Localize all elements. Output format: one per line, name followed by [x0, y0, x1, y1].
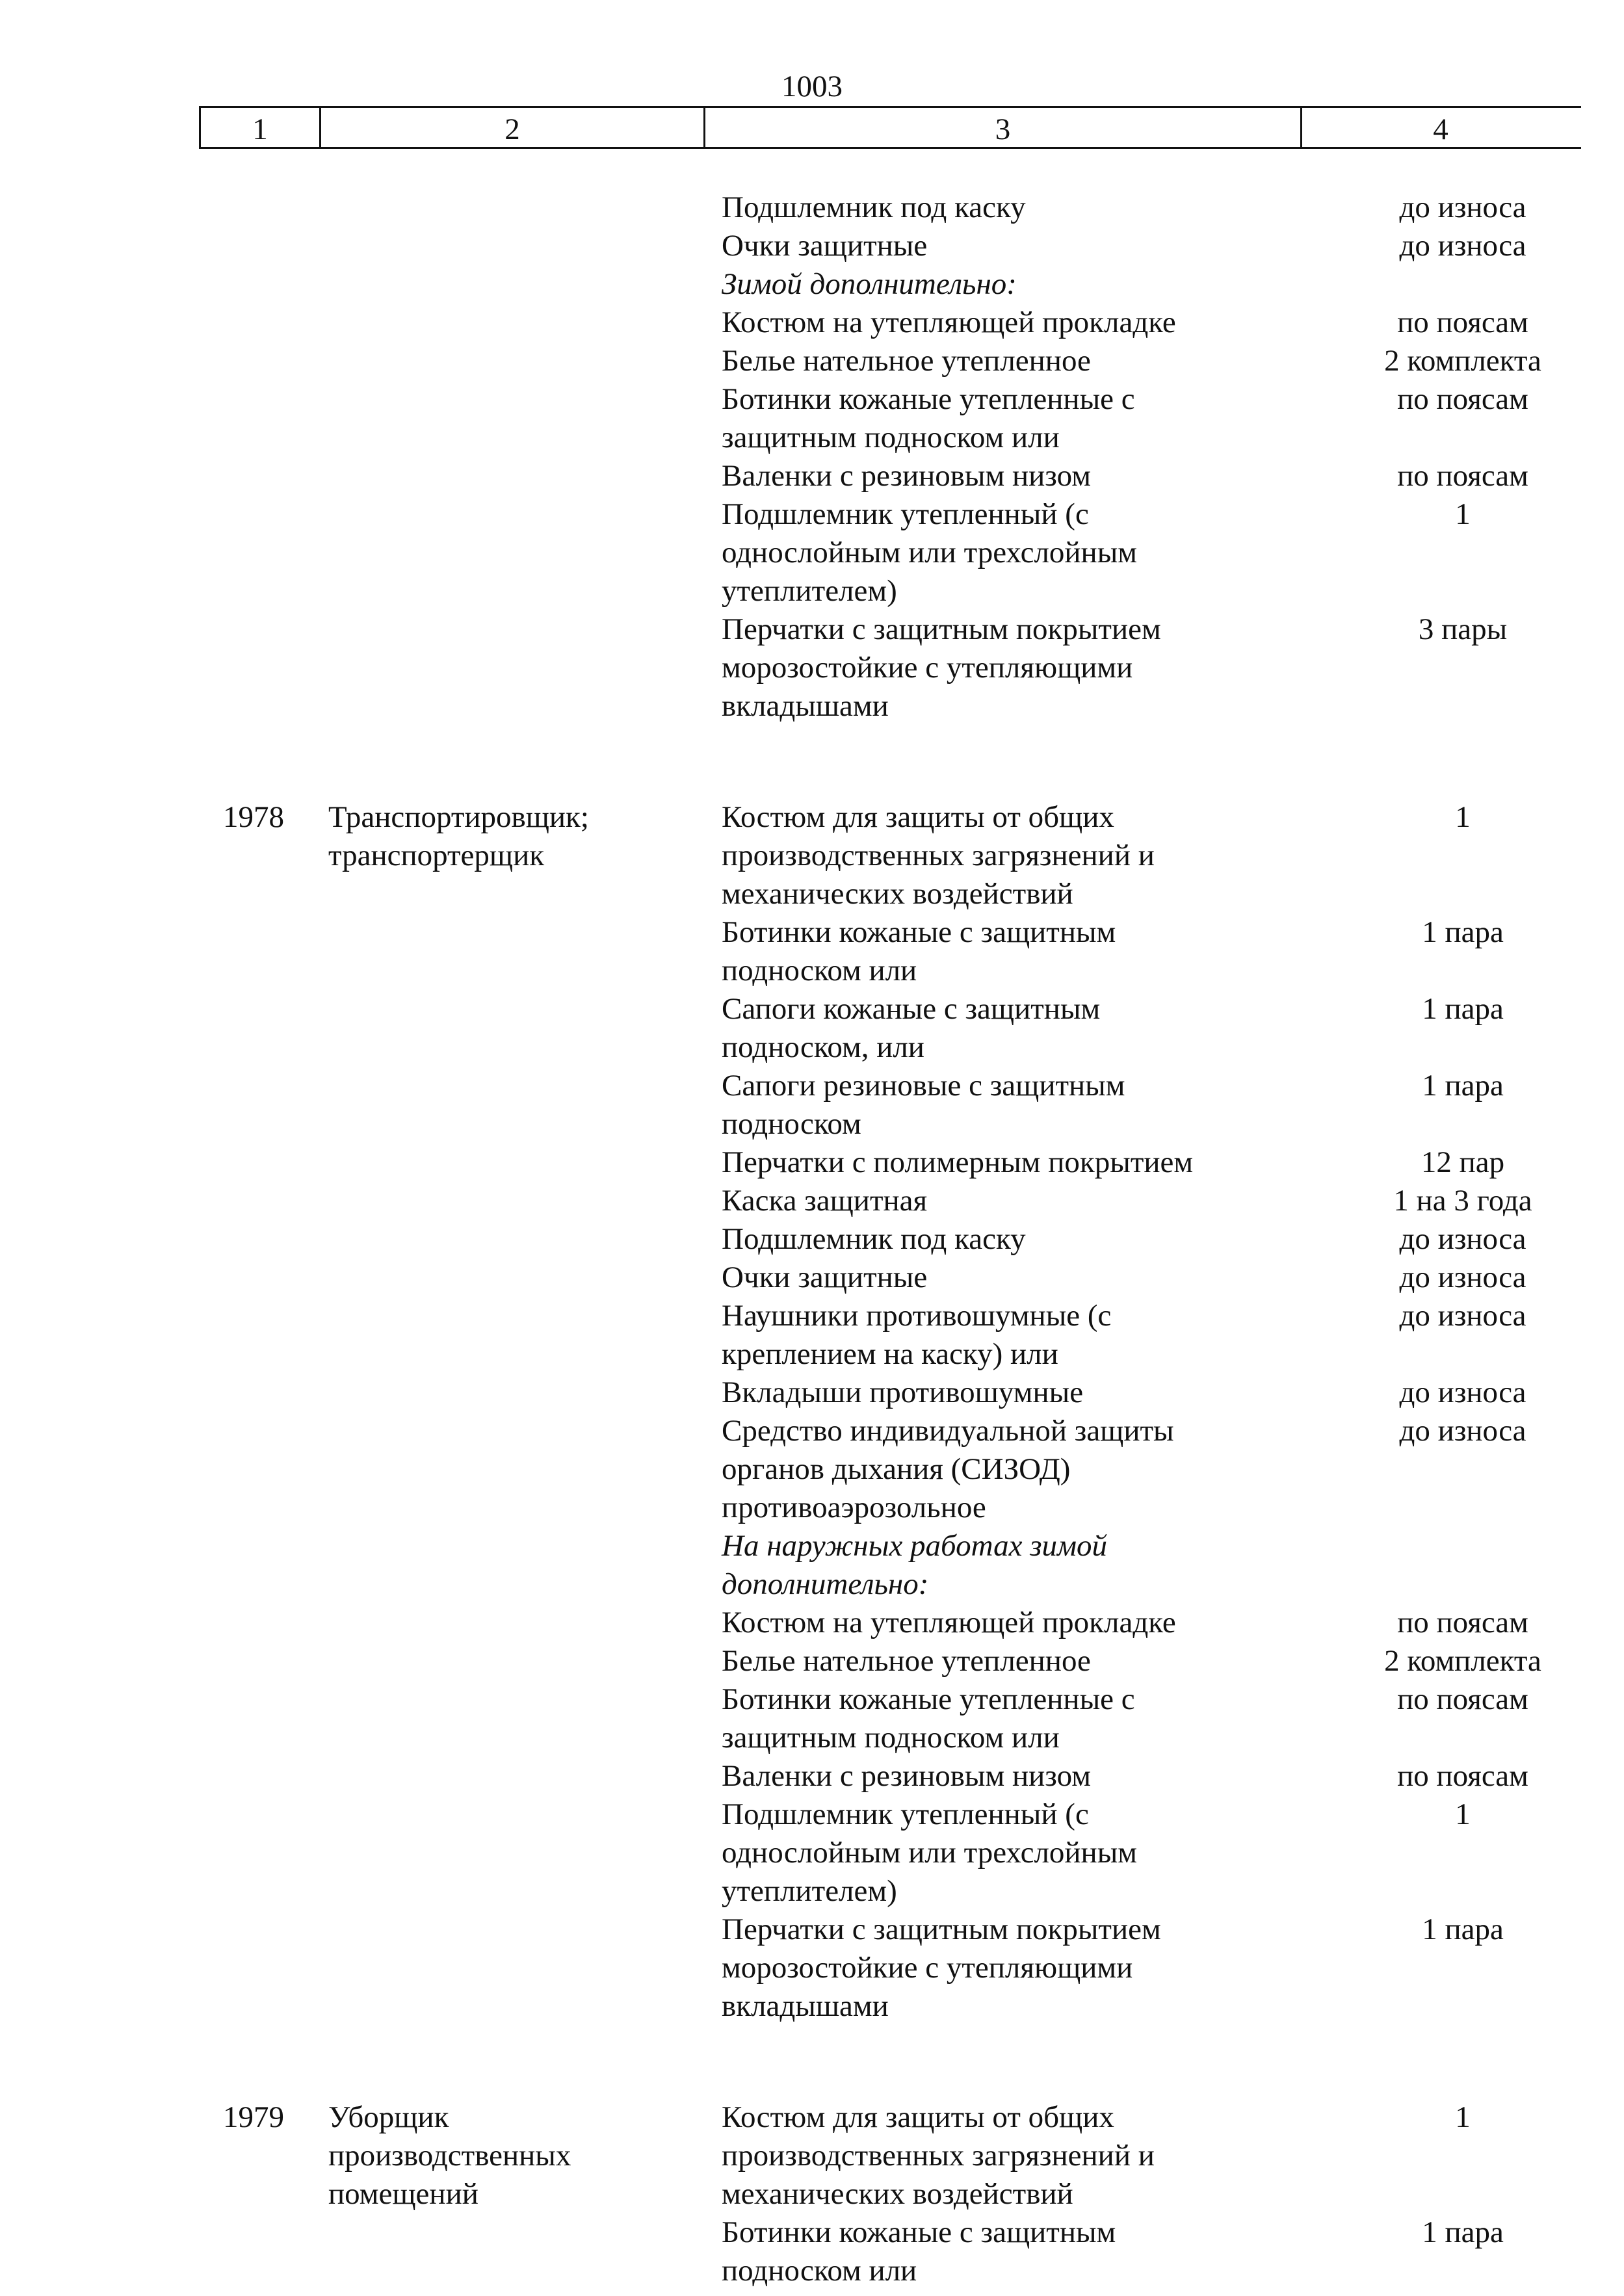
header-col-2: 2: [321, 108, 705, 147]
item-norm: до износа: [1399, 1376, 1526, 1409]
item-name-line: Каска защитная: [722, 1184, 928, 1218]
item-norm: 12 пар: [1421, 1145, 1505, 1179]
item-name-line: противоаэрозольное: [722, 1491, 986, 1524]
item-name-line: защитным подноском или: [722, 1721, 1060, 1755]
item-name-line: механических воздействий: [722, 2177, 1073, 2211]
item-norm: до износа: [1399, 1414, 1526, 1448]
item-name-line: Подшлемник под каску: [722, 190, 1026, 224]
item-norm: 1 пара: [1422, 2215, 1504, 2249]
item-name-line: органов дыхания (СИЗОД): [722, 1452, 1071, 1486]
item-name-line: Перчатки с защитным покрытием: [722, 1912, 1161, 1946]
items-column: [722, 2098, 1274, 2290]
item-norm: до износа: [1399, 229, 1526, 263]
profession-title-line: производственных: [328, 2139, 571, 2172]
item-name-line: Валенки с резиновым низом: [722, 1759, 1091, 1793]
item-name-line: Костюм на утепляющей прокладке: [722, 306, 1176, 339]
section-note: дополнительно:: [722, 1567, 929, 1601]
item-name-line: защитным подноском или: [722, 421, 1060, 454]
item-norm: 1 пара: [1422, 992, 1504, 1026]
item-norm: по поясам: [1397, 1682, 1528, 1716]
item-name-line: производственных загрязнений и: [722, 839, 1155, 872]
item-norm: по поясам: [1397, 1606, 1528, 1639]
item-name-line: подноском или: [722, 954, 917, 987]
item-name-line: Сапоги кожаные с защитным: [722, 992, 1101, 1026]
profession-title-line: транспортерщик: [328, 839, 545, 872]
item-name-line: однослойным или трехслойным: [722, 1836, 1138, 1870]
item-norm: по поясам: [1397, 1759, 1528, 1793]
profession-title-line: помещений: [328, 2177, 478, 2211]
item-norm: 2 комплекта: [1384, 1644, 1541, 1678]
row-number: 1978: [223, 800, 284, 834]
header-col-1: 1: [201, 108, 321, 147]
item-name-line: вкладышами: [722, 689, 889, 723]
item-name-line: Костюм для защиты от общих: [722, 800, 1114, 834]
profession-title-line: Транспортировщик;: [328, 800, 589, 834]
item-name-line: подноском, или: [722, 1030, 924, 1064]
header-col-4: 4: [1433, 112, 1448, 146]
item-norm: [1300, 1527, 1624, 1565]
item-name-line: производственных загрязнений и: [722, 2139, 1155, 2172]
item-name-line: Ботинки кожаные с защитным: [722, 915, 1116, 949]
profession-title-line: Уборщик: [328, 2100, 449, 2134]
row-number: 1979: [223, 2100, 284, 2134]
item-name-line: Вкладыши противошумные: [722, 1376, 1084, 1409]
item-name-line: Подшлемник под каску: [722, 1222, 1026, 1256]
item-norm: до износа: [1399, 190, 1526, 224]
item-name-line: Белье нательное утепленное: [722, 1644, 1091, 1678]
item-name-line: Очки защитные: [722, 1260, 928, 1294]
page-number: 1003: [781, 70, 843, 103]
item-name-line: креплением на каску) или: [722, 1337, 1058, 1371]
profession-title: [328, 2098, 692, 2213]
item-name-line: Подшлемник утепленный (с: [722, 497, 1089, 531]
item-norm: 1: [1455, 2100, 1471, 2134]
item-name-line: Костюм для защиты от общих: [722, 2100, 1114, 2134]
item-name-line: Костюм на утепляющей прокладке: [722, 1606, 1176, 1639]
item-norm: 1 на 3 года: [1393, 1184, 1532, 1218]
item-name-line: Ботинки кожаные утепленные с: [722, 382, 1135, 416]
item-name-line: Наушники противошумные (с: [722, 1299, 1112, 1333]
item-norm: 1 пара: [1422, 1912, 1504, 1946]
item-norm: [1300, 265, 1624, 304]
item-norm: 1: [1455, 1797, 1471, 1831]
item-norm: 1 пара: [1422, 915, 1504, 949]
item-name-line: Ботинки кожаные утепленные с: [722, 1682, 1135, 1716]
table-header-row: [199, 106, 1581, 149]
item-norm: по поясам: [1397, 459, 1528, 493]
item-name-line: Валенки с резиновым низом: [722, 459, 1091, 493]
item-name-line: механических воздействий: [722, 877, 1073, 911]
item-name-line: Подшлемник утепленный (с: [722, 1797, 1089, 1831]
header-col-3: 3: [705, 108, 1302, 147]
item-name-line: морозостойкие с утепляющими: [722, 1951, 1133, 1985]
item-name-line: утеплителем): [722, 1874, 897, 1908]
item-name-line: морозостойкие с утепляющими: [722, 651, 1133, 685]
item-name-line: Перчатки с полимерным покрытием: [722, 1145, 1194, 1179]
item-norm: 2 комплекта: [1384, 344, 1541, 378]
item-name-line: подноском или: [722, 2254, 917, 2288]
item-name-line: однослойным или трехслойным: [722, 536, 1138, 569]
item-norm: по поясам: [1397, 382, 1528, 416]
item-name-line: Перчатки с защитным покрытием: [722, 612, 1161, 646]
item-name-line: Очки защитные: [722, 229, 928, 263]
item-name-line: Средство индивидуальной защиты: [722, 1414, 1174, 1448]
item-name-line: утеплителем): [722, 574, 897, 608]
item-norm: до износа: [1399, 1222, 1526, 1256]
item-norm: по поясам: [1397, 306, 1528, 339]
item-norm: до износа: [1399, 1299, 1526, 1333]
item-name-line: вкладышами: [722, 1989, 889, 2023]
items-column: [722, 798, 1274, 2026]
item-norm: 1: [1455, 800, 1471, 834]
item-norm: 1: [1455, 497, 1471, 531]
item-name-line: подноском: [722, 1107, 861, 1141]
item-norm: 1 пара: [1422, 1069, 1504, 1102]
item-name-line: Ботинки кожаные с защитным: [722, 2215, 1116, 2249]
section-note: На наружных работах зимой: [722, 1529, 1108, 1563]
item-norm: 3 пары: [1418, 612, 1508, 646]
table-body: [0, 189, 1624, 2295]
items-column: [722, 189, 1274, 725]
profession-title: [328, 798, 692, 875]
item-name-line: Сапоги резиновые с защитным: [722, 1069, 1125, 1102]
item-name-line: Белье нательное утепленное: [722, 344, 1091, 378]
item-norm: до износа: [1399, 1260, 1526, 1294]
section-note: Зимой дополнительно:: [722, 267, 1017, 301]
